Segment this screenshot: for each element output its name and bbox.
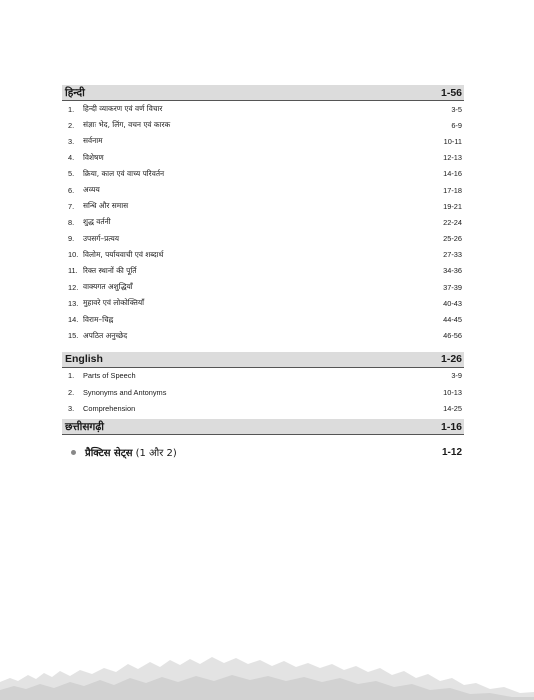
practice-pages: 1-12 bbox=[441, 446, 462, 458]
toc-row bbox=[62, 182, 464, 198]
toc-row bbox=[62, 328, 464, 344]
chapter-title: संज्ञाः भेद, लिंग, वचन एवं कारक bbox=[83, 120, 171, 130]
spacer bbox=[62, 344, 464, 352]
chapter-number: 3. bbox=[68, 403, 75, 413]
section-title: छत्तीसगढ़ी bbox=[65, 420, 104, 433]
chapter-number: 7. bbox=[68, 201, 75, 211]
chapter-pages: 44-45 bbox=[443, 315, 462, 325]
chapter-number: 3. bbox=[68, 136, 75, 146]
chapter-number: 2. bbox=[68, 120, 75, 130]
chapter-title: मुहावरे एवं लोकोक्तियाँ bbox=[83, 298, 145, 308]
chapter-number: 6. bbox=[68, 185, 75, 195]
chapter-number: 1. bbox=[68, 104, 75, 114]
chapter-pages: 10-13 bbox=[443, 387, 462, 397]
chapter-pages: 14-16 bbox=[443, 169, 462, 179]
section-header-hindi bbox=[62, 85, 464, 101]
toc-row bbox=[62, 231, 464, 247]
chapter-pages: 37-39 bbox=[443, 282, 462, 292]
hindi-chapter-list bbox=[62, 101, 464, 344]
chapter-pages: 6-9 bbox=[451, 120, 462, 130]
chapter-number: 10. bbox=[68, 250, 79, 260]
practice-sets-row bbox=[62, 441, 464, 463]
section-header-english bbox=[62, 352, 464, 368]
toc-row bbox=[62, 311, 464, 327]
chapter-number: 9. bbox=[68, 234, 75, 244]
chapter-title: उपसर्ग–प्रत्यय bbox=[83, 233, 120, 243]
toc-row bbox=[62, 101, 464, 117]
section-title: English bbox=[65, 353, 103, 366]
chapter-title: हिन्दी व्याकरण एवं वर्ण विचार bbox=[83, 104, 163, 114]
chapter-title: सर्वनाम bbox=[83, 136, 103, 146]
toc-row bbox=[62, 117, 464, 133]
chapter-title: सन्धि और समास bbox=[83, 201, 129, 211]
table-of-contents bbox=[62, 85, 464, 463]
chapter-number: 12. bbox=[68, 282, 79, 292]
toc-row bbox=[62, 150, 464, 166]
chapter-title: विलोम, पर्यायवाची एवं शब्दार्थ bbox=[83, 249, 164, 259]
chapter-pages: 25-26 bbox=[443, 234, 462, 244]
chapter-number: 11. bbox=[68, 266, 78, 276]
chapter-title: Parts of Speech bbox=[83, 371, 136, 381]
mountain-silhouette-decoration bbox=[0, 640, 534, 700]
chapter-title: अव्यय bbox=[83, 185, 100, 195]
toc-row bbox=[62, 279, 464, 295]
chapter-title: वाक्यगत अशुद्धियाँ bbox=[83, 282, 133, 292]
chapter-pages: 14-25 bbox=[443, 403, 462, 413]
chapter-title: विराम–चिह्न bbox=[83, 314, 114, 324]
chapter-number: 5. bbox=[68, 169, 75, 179]
toc-row bbox=[62, 368, 464, 384]
practice-subtitle: (1 और 2) bbox=[135, 448, 177, 460]
chapter-number: 4. bbox=[68, 153, 75, 163]
toc-row bbox=[62, 384, 464, 400]
practice-title: प्रैक्टिस सेट्स bbox=[85, 448, 133, 460]
chapter-pages: 19-21 bbox=[443, 201, 462, 211]
chapter-pages: 3-9 bbox=[451, 371, 462, 381]
chapter-number: 1. bbox=[68, 371, 75, 381]
toc-row bbox=[62, 295, 464, 311]
section-pages: 1-56 bbox=[440, 86, 462, 99]
chapter-pages: 10-11 bbox=[443, 136, 462, 146]
section-pages: 1-16 bbox=[440, 420, 462, 433]
chapter-title: शुद्ध वर्तनी bbox=[83, 217, 111, 227]
chapter-title: Comprehension bbox=[83, 403, 136, 413]
chapter-number: 15. bbox=[68, 331, 79, 341]
chapter-title: Synonyms and Antonyms bbox=[83, 387, 167, 397]
chapter-title: विशेषण bbox=[83, 152, 104, 162]
toc-row bbox=[62, 400, 464, 416]
english-chapter-list bbox=[62, 368, 464, 417]
chapter-pages: 46-56 bbox=[443, 331, 462, 341]
section-title: हिन्दी bbox=[65, 86, 85, 99]
chapter-title: अपठित अनुच्छेद bbox=[83, 330, 128, 340]
chapter-number: 14. bbox=[68, 315, 79, 325]
chapter-pages: 34-36 bbox=[443, 266, 462, 276]
section-pages: 1-26 bbox=[440, 353, 462, 366]
chapter-pages: 27-33 bbox=[443, 250, 462, 260]
toc-row bbox=[62, 166, 464, 182]
chapter-number: 8. bbox=[68, 217, 75, 227]
toc-row bbox=[62, 263, 464, 279]
chapter-number: 2. bbox=[68, 387, 75, 397]
bullet-icon bbox=[71, 450, 76, 455]
toc-row bbox=[62, 247, 464, 263]
chapter-pages: 3-5 bbox=[451, 104, 462, 114]
chapter-pages: 40-43 bbox=[443, 298, 462, 308]
toc-row bbox=[62, 133, 464, 149]
chapter-title: क्रिया, काल एवं वाच्य परिवर्तन bbox=[83, 168, 165, 178]
chapter-pages: 12-13 bbox=[443, 153, 462, 163]
toc-row bbox=[62, 214, 464, 230]
toc-row bbox=[62, 198, 464, 214]
section-header-chhattisgarhi bbox=[62, 419, 464, 435]
chapter-pages: 17-18 bbox=[443, 185, 462, 195]
chapter-pages: 22-24 bbox=[443, 217, 462, 227]
chapter-number: 13. bbox=[68, 298, 79, 308]
chapter-title: रिक्त स्थानों की पूर्ति bbox=[83, 265, 137, 275]
